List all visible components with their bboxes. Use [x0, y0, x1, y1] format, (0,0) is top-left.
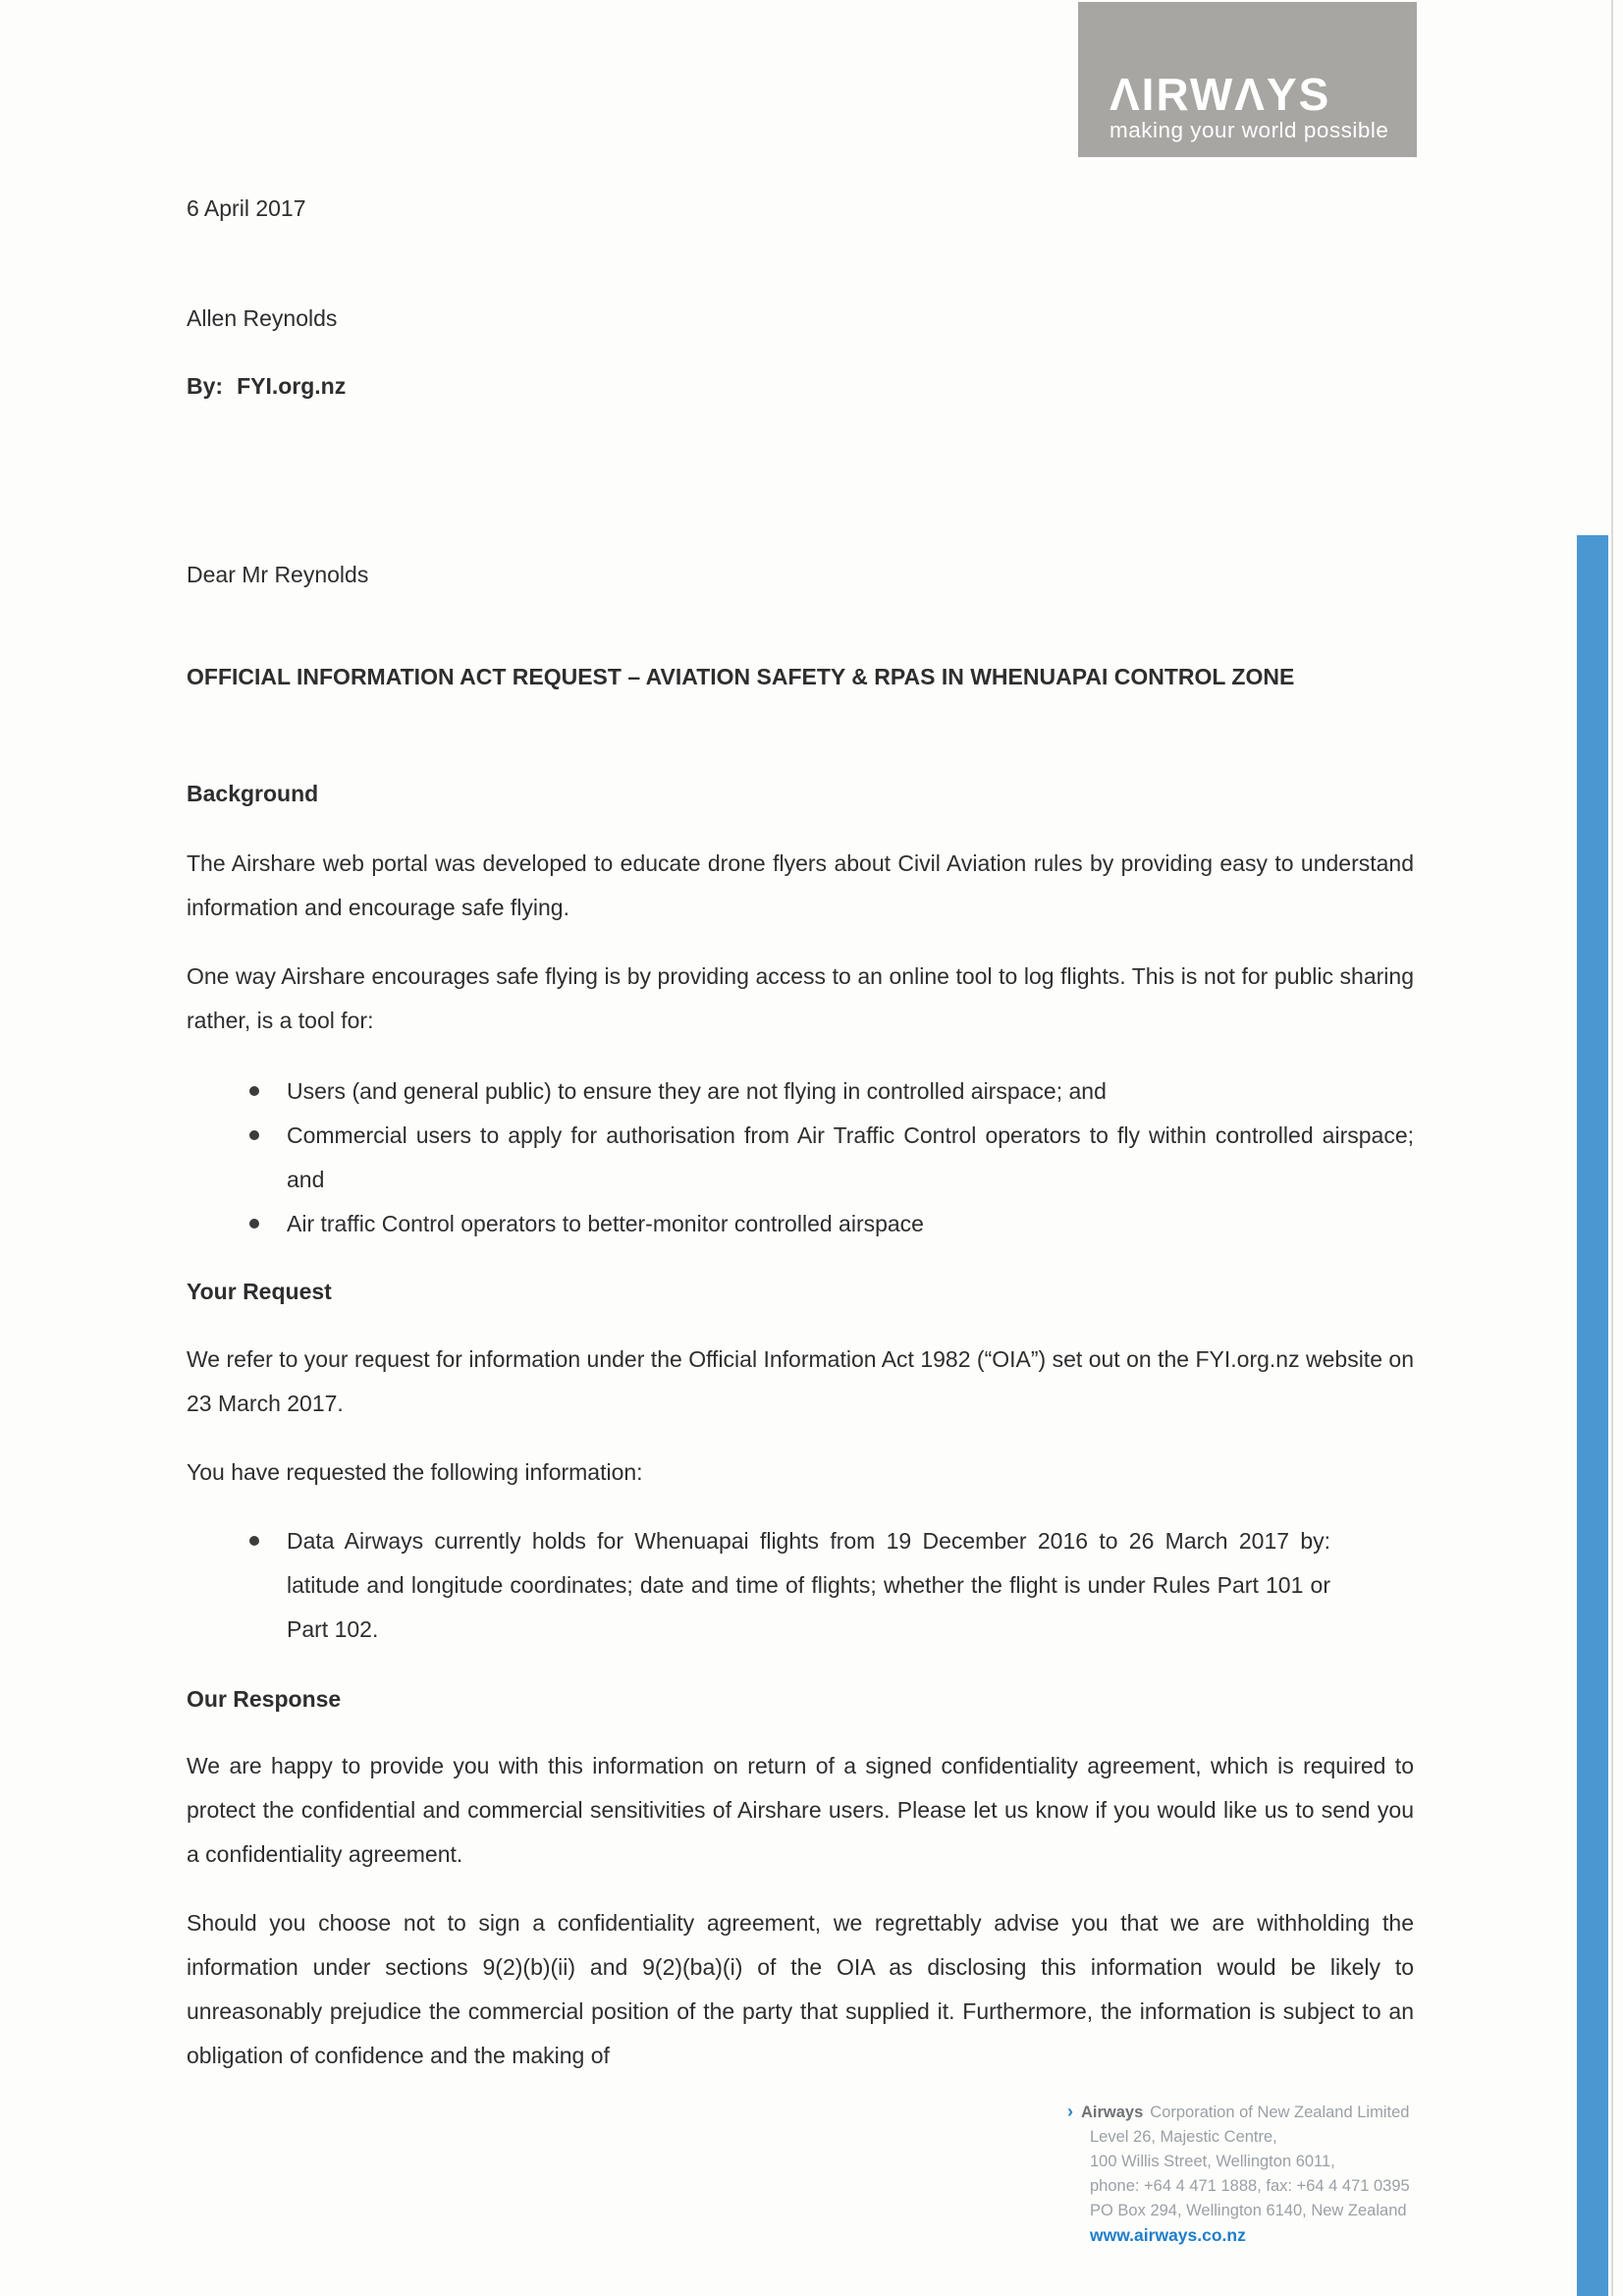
bullet-list-background: [187, 1069, 1414, 1246]
scan-edge-line: [1611, 0, 1613, 2296]
airways-logo-tagline: making your world possible: [1109, 118, 1389, 142]
delivery-label: By:: [187, 373, 224, 399]
bullet-text: Air traffic Control operators to better-monitor controlled airspace: [287, 1211, 924, 1236]
bullet-text: Data Airways currently holds for Whenuapai flights from 19 December 2016 to 26 March 2017 by: latitude and longitude coordinates; date and time of flights; whether the flight is under Rules Part 101 or Part 102.: [287, 1528, 1330, 1642]
footer-address-line: phone: +64 4 471 1888, fax: +64 4 471 0395: [1090, 2177, 1410, 2195]
bullet-item: [187, 1114, 1414, 1202]
company-name-rest: Corporation of New Zealand Limited: [1150, 2104, 1410, 2121]
airways-logo-wordmark: ΛIRWΛYS: [1109, 69, 1331, 120]
paragraph-background-2: One way Airshare encourages safe flying is by providing access to an online tool to log flights. This is not for public sharing rather, is a tool for:: [187, 963, 1414, 1033]
bullet-list-request: [187, 1519, 1330, 1652]
company-footer: [1067, 2100, 1539, 2248]
bullet-text: Users (and general public) to ensure they are not flying in controlled airspace; and: [287, 1078, 1107, 1104]
bullet-icon: [249, 1130, 259, 1140]
subject-line: OFFICIAL INFORMATION ACT REQUEST – AVIATION SAFETY & RPAS IN WHENUAPAI CONTROL ZONE: [187, 664, 1295, 689]
delivery-method: [187, 364, 1414, 409]
bullet-item: [187, 1069, 1414, 1114]
bullet-text: Commercial users to apply for authorisation from Air Traffic Control operators to fly within controlled airspace; and: [287, 1122, 1414, 1192]
bullet-item: [187, 1202, 1414, 1246]
section-heading-your-request: Your Request: [187, 1279, 332, 1304]
company-name: Airways: [1081, 2104, 1144, 2121]
bullet-item: [187, 1519, 1330, 1652]
footer-website: www.airways.co.nz: [1090, 2225, 1246, 2245]
paragraph-request-1: We refer to your request for information under the Official Information Act 1982 (“OIA”) set out on the FYI.org.nz website on 23 March 2017.: [187, 1346, 1414, 1416]
footer-address-line: Level 26, Majestic Centre,: [1090, 2128, 1277, 2146]
recipient-name: Allen Reynolds: [187, 305, 338, 331]
paragraph-request-2: You have requested the following information:: [187, 1459, 643, 1485]
accent-stripe: [1577, 535, 1608, 2296]
letter-date: 6 April 2017: [187, 195, 306, 221]
airways-logo: [1078, 2, 1417, 157]
section-heading-our-response: Our Response: [187, 1686, 342, 1712]
bullet-icon: [249, 1086, 259, 1096]
delivery-value: FYI.org.nz: [237, 373, 347, 399]
bullet-icon: [249, 1536, 259, 1546]
paragraph-response-1: We are happy to provide you with this information on return of a signed confidentiality agreement, which is required to protect the confidential and commercial sensitivities of Airshare users. Please let us know if you would like us to send you a confidentiality agreement.: [187, 1753, 1414, 1867]
paragraph-background-1: The Airshare web portal was developed to educate drone flyers about Civil Aviation rules by providing easy to understand information and encourage safe flying.: [187, 850, 1414, 920]
footer-company-line: [1067, 2100, 1539, 2125]
footer-address-line: PO Box 294, Wellington 6140, New Zealand: [1090, 2202, 1407, 2219]
section-heading-background: Background: [187, 781, 319, 806]
paragraph-response-2: Should you choose not to sign a confidentiality agreement, we regrettably advise you that we are withholding the information under sections 9(2)(b)(ii) and 9(2)(ba)(i) of the OIA as disclosing this information would be likely to unreasonably prejudice the commercial position of the party that supplied it. Furthermore, the information is subject to an obligation of confidence and the making of: [187, 1910, 1414, 2068]
bullet-icon: [249, 1219, 259, 1229]
salutation: Dear Mr Reynolds: [187, 562, 369, 587]
footer-address-line: 100 Willis Street, Wellington 6011,: [1090, 2153, 1335, 2170]
chevron-right-icon: ›: [1067, 2102, 1073, 2121]
